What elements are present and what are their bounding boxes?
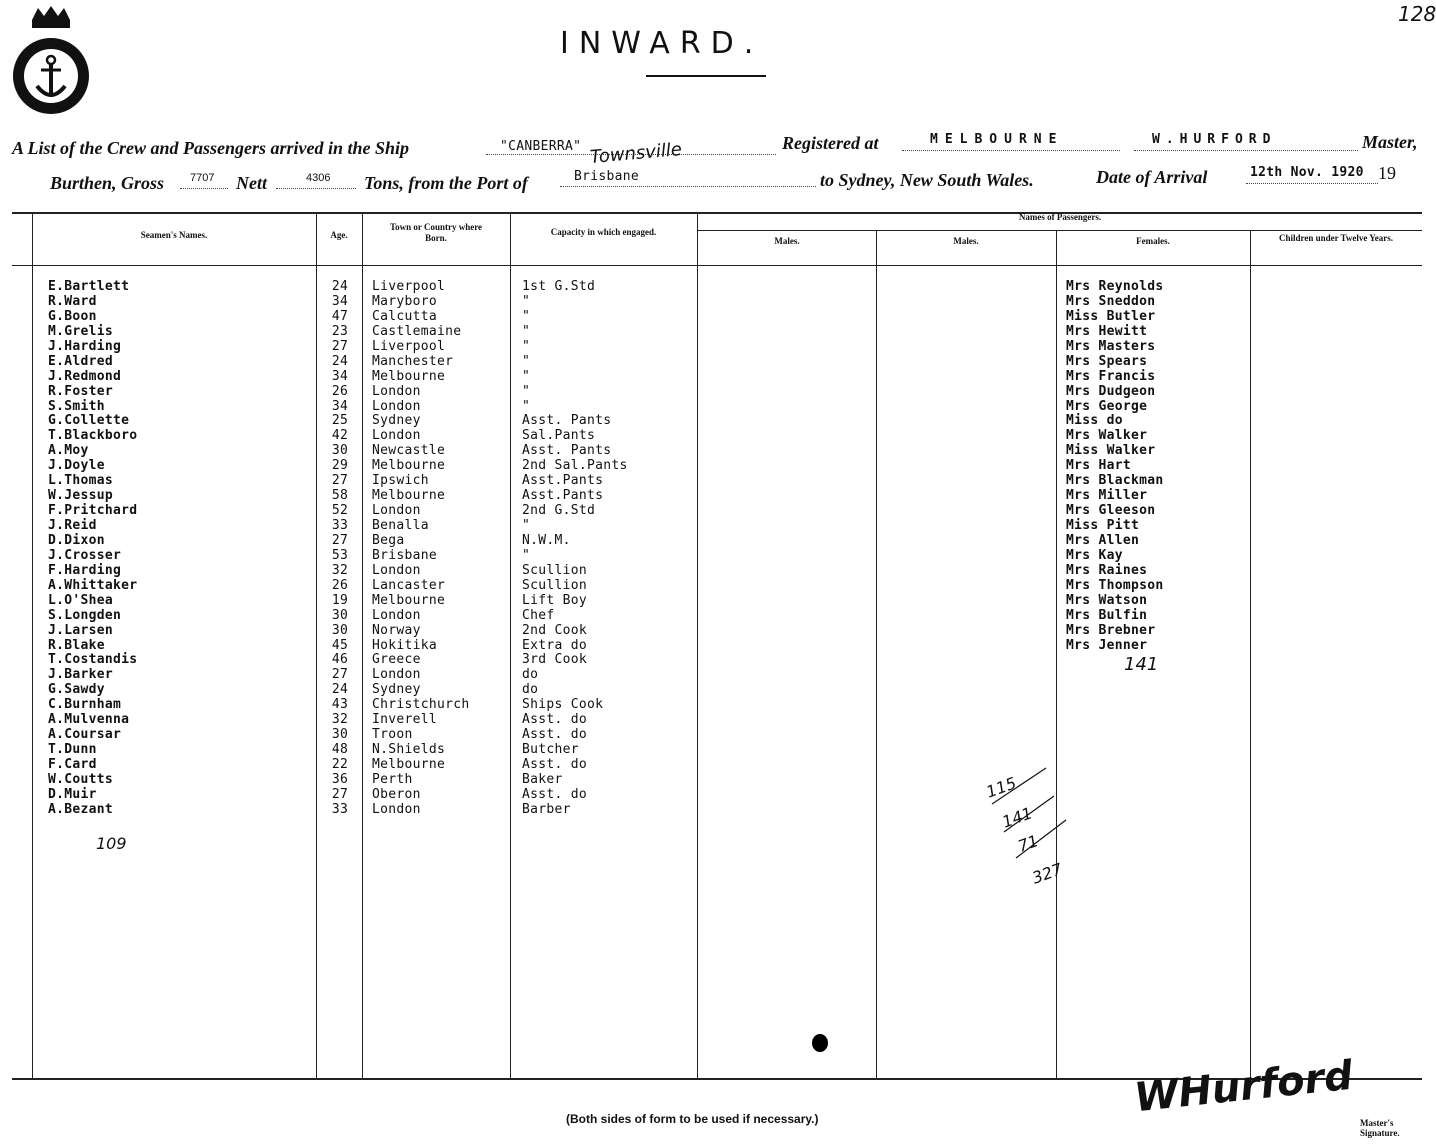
crew-capacity: 1st G.Std (522, 279, 596, 294)
female-passenger: Mrs Allen (1066, 532, 1140, 548)
header-capacity: Capacity in which engaged. (550, 227, 657, 237)
crew-capacity: 2nd Cook (522, 622, 588, 638)
crew-age: 32 (331, 712, 349, 728)
header-males-2: Males. (953, 236, 979, 246)
crew-capacity: Extra do (522, 637, 588, 653)
header-age: Age. (330, 230, 348, 240)
gross-line (180, 188, 228, 189)
crew-capacity: N.W.M. (522, 532, 571, 548)
header-born: Town or Country where Born. (389, 222, 483, 243)
crew-name: A.Coursar (48, 727, 122, 743)
female-passenger: Mrs Gleeson (1066, 503, 1156, 519)
crew-name: D.Dixon (48, 532, 105, 548)
crew-capacity: Asst.Pants (522, 473, 604, 489)
crew-name: F.Card (48, 757, 97, 772)
shipping-office-seal (10, 4, 92, 124)
female-passenger: Mrs Francis (1066, 368, 1156, 384)
crew-age: 24 (331, 353, 349, 369)
registered-label: Registered at (782, 133, 879, 153)
crew-age: 27 (331, 786, 349, 802)
crew-name: L.Thomas (48, 473, 114, 489)
crew-tally: 109 (96, 834, 127, 853)
crew-birthplace: London (372, 667, 421, 683)
crew-age: 34 (331, 293, 349, 309)
tally-strokes (990, 760, 1070, 890)
crew-age: 48 (331, 742, 349, 758)
signature-label: Master's Signature. (1360, 1118, 1400, 1138)
female-passenger: Mrs Kay (1066, 547, 1123, 563)
crew-birthplace: Liverpool (372, 279, 446, 294)
crew-capacity: " (522, 368, 531, 384)
crew-capacity: " (522, 383, 531, 399)
gross-tonnage: 7707 (190, 172, 215, 184)
crew-birthplace: Lancaster (372, 577, 446, 593)
crew-name: S.Smith (48, 398, 105, 414)
female-tally: 141 (1124, 654, 1159, 675)
header-seamen-names: Seamen's Names. (140, 230, 208, 240)
col-divider-capacity (510, 213, 511, 1079)
arrival-date: 12th Nov. 1920 (1250, 165, 1364, 180)
crew-birthplace: Newcastle (372, 443, 446, 459)
crew-birthplace: Perth (372, 771, 413, 787)
crew-name: F.Harding (48, 562, 122, 578)
crew-capacity: Asst.Pants (522, 488, 604, 504)
crew-name: A.Mulvenna (48, 712, 130, 728)
crew-capacity: Asst. Pants (522, 443, 612, 459)
crew-birthplace: N.Shields (372, 742, 446, 758)
crew-birthplace: London (372, 428, 421, 444)
crew-age: 27 (331, 338, 349, 354)
crew-birthplace: Calcutta (372, 308, 438, 324)
female-passenger: Mrs Bulfin (1066, 607, 1148, 623)
crew-capacity: " (522, 308, 531, 324)
female-passenger: Mrs Walker (1066, 428, 1148, 444)
crew-name: J.Barker (48, 667, 114, 683)
crew-birthplace: Troon (372, 727, 413, 743)
crew-capacity: 2nd Sal.Pants (522, 458, 628, 474)
crew-capacity: Scullion (522, 577, 588, 593)
crew-capacity: 3rd Cook (522, 652, 588, 668)
crew-age: 36 (331, 771, 349, 787)
female-passenger: Mrs Brebner (1066, 622, 1156, 638)
female-passenger: Mrs Watson (1066, 592, 1148, 608)
crew-birthplace: London (372, 801, 421, 817)
crew-capacity: Baker (522, 771, 563, 787)
crew-birthplace: Melbourne (372, 757, 446, 772)
female-passenger: Mrs Reynolds (1066, 279, 1164, 294)
born-column (372, 280, 470, 818)
crew-birthplace: Castlemaine (372, 323, 462, 339)
capacity-column (522, 280, 628, 818)
ship-name: "CANBERRA" (500, 139, 582, 154)
crew-birthplace: London (372, 562, 421, 578)
header-children: Children under Twelve Years. (1278, 233, 1393, 243)
crew-age: 30 (331, 727, 349, 743)
col-divider-children (1250, 231, 1251, 1079)
crew-birthplace: Hokitika (372, 637, 438, 653)
crew-age: 45 (331, 637, 349, 653)
crew-age: 26 (331, 577, 349, 593)
master-line (1134, 150, 1358, 151)
female-passenger: Mrs Miller (1066, 488, 1148, 504)
port-handwritten: Townsville (589, 139, 683, 168)
master-label: Master, (1362, 132, 1418, 152)
col-divider-males1 (697, 213, 698, 1079)
crew-age: 53 (331, 547, 349, 563)
master-name: W.HURFORD (1152, 132, 1277, 147)
header-females: Females. (1136, 236, 1170, 246)
crew-capacity: Lift Boy (522, 592, 588, 608)
female-passenger: Mrs Hewitt (1066, 323, 1148, 339)
crew-birthplace: Melbourne (372, 458, 446, 474)
crew-capacity: 2nd G.Std (522, 503, 596, 519)
crew-age: 46 (331, 652, 349, 668)
col-divider-born (362, 213, 363, 1079)
col-divider-left (32, 213, 33, 1079)
crew-birthplace: Melbourne (372, 368, 446, 384)
registered-line (902, 150, 1120, 151)
crew-name: F.Pritchard (48, 503, 138, 519)
crew-age: 52 (331, 503, 349, 519)
crew-name: E.Aldred (48, 353, 114, 369)
crew-name: J.Larsen (48, 622, 114, 638)
female-passenger: Miss do (1066, 413, 1123, 429)
crew-capacity: Asst. Pants (522, 413, 612, 429)
header-passengers: Names of Passengers. (1018, 212, 1102, 222)
crew-capacity: Scullion (522, 562, 588, 578)
crew-age: 19 (331, 592, 349, 608)
female-passenger: Mrs Jenner (1066, 637, 1148, 653)
list-label: A List of the Crew and Passengers arrived in the Ship (12, 138, 410, 158)
ink-blot (812, 1034, 828, 1052)
crew-birthplace: Melbourne (372, 592, 446, 608)
crew-age: 33 (331, 801, 349, 817)
col-divider-males2 (876, 231, 877, 1079)
crew-capacity: do (522, 682, 539, 698)
crew-name: A.Bezant (48, 801, 114, 817)
crew-age: 27 (331, 532, 349, 548)
crew-capacity: " (522, 338, 531, 354)
crew-birthplace: Norway (372, 622, 421, 638)
crew-birthplace: Brisbane (372, 547, 438, 563)
crew-birthplace: London (372, 398, 421, 414)
crew-name: W.Jessup (48, 488, 114, 504)
nett-label: Nett (236, 173, 267, 193)
header-males-1: Males. (774, 236, 800, 246)
crew-capacity: " (522, 353, 531, 369)
female-passenger: Mrs Spears (1066, 353, 1148, 369)
crew-age: 30 (331, 443, 349, 459)
tally-sum-total: 327 (1029, 859, 1065, 888)
crew-birthplace: Greece (372, 652, 421, 668)
female-passenger: Miss Walker (1066, 443, 1156, 459)
crew-name: A.Moy (48, 443, 89, 459)
crew-capacity: Asst. do (522, 727, 588, 743)
crew-birthplace: Manchester (372, 353, 454, 369)
arrival-line (1246, 183, 1378, 184)
crew-name: C.Burnham (48, 697, 122, 713)
crew-birthplace: Liverpool (372, 338, 446, 354)
crew-capacity: " (522, 518, 531, 533)
crew-name: J.Redmond (48, 368, 122, 384)
year-suffix: 19 (1378, 163, 1396, 183)
crew-capacity: do (522, 667, 539, 683)
footer-note: (Both sides of form to be used if necessary.) (566, 1112, 819, 1126)
crew-birthplace: London (372, 503, 421, 519)
female-passenger: Mrs Thompson (1066, 577, 1164, 593)
crew-name: T.Blackboro (48, 428, 138, 444)
crew-capacity: Barber (522, 801, 571, 817)
crew-name: M.Grelis (48, 323, 114, 339)
crew-name: L.O'Shea (48, 592, 114, 608)
page-number: 128 (1398, 2, 1436, 26)
crew-age: 34 (331, 368, 349, 384)
crew-birthplace: Sydney (372, 682, 421, 698)
crew-name: J.Crosser (48, 547, 122, 563)
crew-name: E.Bartlett (48, 279, 130, 294)
seamen-names-column (48, 280, 137, 818)
tally-sum-2: 141 (999, 803, 1035, 832)
crew-capacity: Ships Cook (522, 697, 604, 713)
crew-age: 24 (331, 279, 349, 294)
arrival-label: Date of Arrival (1096, 167, 1208, 187)
crew-name: D.Muir (48, 786, 97, 802)
crew-name: W.Coutts (48, 771, 114, 787)
female-passenger: Mrs Blackman (1066, 473, 1164, 489)
crew-age: 24 (331, 682, 349, 698)
crew-birthplace: Oberon (372, 786, 421, 802)
crew-capacity: Asst. do (522, 757, 588, 772)
female-passenger: Mrs George (1066, 398, 1148, 414)
crew-age: 34 (331, 398, 349, 414)
crew-age: 30 (331, 607, 349, 623)
crew-name: R.Blake (48, 637, 105, 653)
crew-birthplace: Sydney (372, 413, 421, 429)
female-passenger: Mrs Masters (1066, 338, 1156, 354)
crew-name: G.Collette (48, 413, 130, 429)
crew-name: G.Boon (48, 308, 97, 324)
col-divider-age (316, 213, 317, 1079)
crew-capacity: Asst. do (522, 712, 588, 728)
port-line (560, 186, 816, 187)
crew-age: 26 (331, 383, 349, 399)
crew-birthplace: Ipswich (372, 473, 429, 489)
crew-age: 47 (331, 308, 349, 324)
crew-name: J.Harding (48, 338, 122, 354)
crew-name: T.Costandis (48, 652, 138, 668)
age-column (320, 280, 360, 818)
crew-age: 27 (331, 473, 349, 489)
crew-name: T.Dunn (48, 742, 97, 758)
crew-birthplace: London (372, 607, 421, 623)
burthen-label: Burthen, Gross (50, 173, 165, 193)
nett-line (276, 188, 356, 189)
passengers-subheader-rule (698, 230, 1422, 231)
tally-sum-1: 115 (983, 773, 1019, 802)
female-passenger: Mrs Sneddon (1066, 293, 1156, 309)
registered-port: MELBOURNE (930, 132, 1064, 147)
crew-birthplace: Inverell (372, 712, 438, 728)
crew-capacity: " (522, 293, 531, 309)
crew-age: 25 (331, 413, 349, 429)
title-rule (646, 75, 766, 77)
crew-birthplace: Maryboro (372, 293, 438, 309)
crew-name: A.Whittaker (48, 577, 138, 593)
crew-name: J.Doyle (48, 458, 105, 474)
port-typed: Brisbane (574, 169, 640, 184)
crew-name: J.Reid (48, 518, 97, 533)
crew-name: G.Sawdy (48, 682, 105, 698)
female-passenger: Mrs Raines (1066, 562, 1148, 578)
crew-birthplace: Christchurch (372, 697, 470, 713)
table-header-rule (12, 265, 1422, 266)
crew-age: 30 (331, 622, 349, 638)
crew-name: R.Foster (48, 383, 114, 399)
crew-age: 27 (331, 667, 349, 683)
crew-capacity: " (522, 323, 531, 339)
crew-age: 42 (331, 428, 349, 444)
crew-capacity: Butcher (522, 742, 579, 758)
crew-capacity: " (522, 398, 531, 414)
crew-age: 29 (331, 458, 349, 474)
crew-capacity: Chef (522, 607, 555, 623)
female-passenger: Miss Butler (1066, 308, 1156, 324)
female-passenger: Mrs Dudgeon (1066, 383, 1156, 399)
crew-age: 58 (331, 488, 349, 504)
crew-birthplace: Bega (372, 532, 405, 548)
crew-age: 33 (331, 518, 349, 533)
female-passenger: Miss Pitt (1066, 518, 1140, 533)
form-title: INWARD. (560, 26, 764, 61)
tally-sum-3: 71 (1015, 831, 1041, 856)
crew-age: 23 (331, 323, 349, 339)
crew-birthplace: London (372, 383, 421, 399)
crew-birthplace: Benalla (372, 518, 429, 533)
crew-capacity: Asst. do (522, 786, 588, 802)
females-column (1066, 280, 1164, 653)
crew-age: 43 (331, 697, 349, 713)
destination-label: to Sydney, New South Wales. (820, 170, 1034, 190)
crew-age: 32 (331, 562, 349, 578)
col-divider-females (1056, 231, 1057, 1079)
tons-port-label: Tons, from the Port of (364, 173, 528, 193)
female-passenger: Mrs Hart (1066, 458, 1132, 474)
nett-tonnage: 4306 (306, 172, 331, 184)
crew-name: R.Ward (48, 293, 97, 309)
crew-birthplace: Melbourne (372, 488, 446, 504)
crew-name: S.Longden (48, 607, 122, 623)
crew-age: 22 (331, 757, 349, 772)
crew-capacity: " (522, 547, 531, 563)
crew-capacity: Sal.Pants (522, 428, 596, 444)
master-signature: WHurford (1132, 1052, 1355, 1122)
